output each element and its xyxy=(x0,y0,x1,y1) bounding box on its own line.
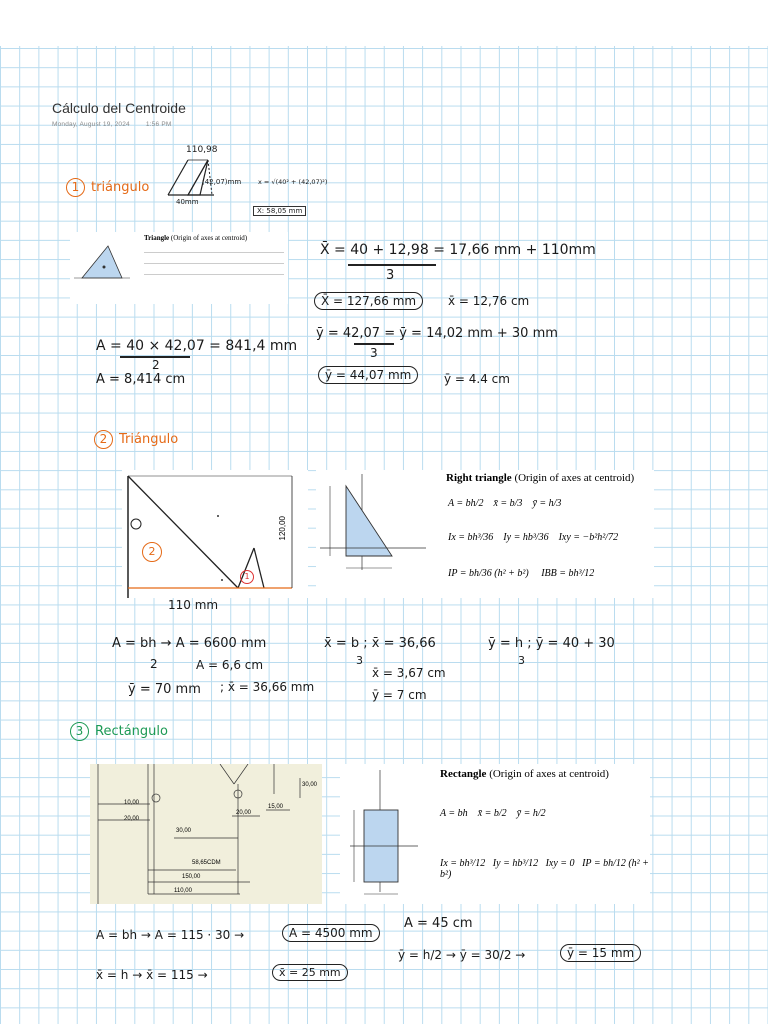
rectangle-formula-card xyxy=(340,764,650,904)
triangle-table-formulas xyxy=(144,246,284,300)
drawing-width: 110 mm xyxy=(168,598,219,612)
section-3-drawing xyxy=(90,764,322,904)
dim-6: 30,00 xyxy=(302,782,318,788)
drawing-label-2: 2 xyxy=(142,542,162,562)
s3-ybar-result: ȳ = 15 mm xyxy=(560,944,641,962)
s1-xbar-result: X̄ = 127,66 mm xyxy=(314,292,423,310)
section-2-drawing xyxy=(122,470,308,598)
rt-f-ix: Ix = bh³/36 xyxy=(448,532,494,543)
s1-ybar-line: ȳ = 42,07 = ȳ = 14,02 mm + 30 mm xyxy=(316,326,558,341)
right-triangle-diagram xyxy=(316,470,436,590)
s2-xbar-line: x̄ = b ; x̄ = 36,66 xyxy=(324,636,436,651)
rt-f-area: A = bh/2 xyxy=(448,498,484,509)
s2-area-line: A = bh → A = 6600 mm xyxy=(112,636,267,651)
rectangle-origin: (Origin of axes at centroid) xyxy=(489,768,609,780)
rt-f-ixy: Ixy = −b²h²/72 xyxy=(558,532,619,543)
s1-xbar-fraction-bar xyxy=(348,264,436,266)
rect-f-ip: IP = bh/12 (h² + b²) xyxy=(440,858,649,880)
s2-area-denominator: 2 xyxy=(150,657,158,671)
rect-f-x: x̄ = b/2 xyxy=(477,808,507,819)
right-triangle-title: Right triangle xyxy=(446,472,512,484)
s2-xbar-mm: ; x̄ = 36,66 mm xyxy=(220,680,315,694)
s1-xbar-cm: x̄ = 12,76 cm xyxy=(448,294,530,308)
s3-area-cm: A = 45 cm xyxy=(404,916,473,931)
s2-ybar-denominator: 3 xyxy=(518,654,525,667)
page-time: 1:56 PM xyxy=(145,121,172,128)
s2-area-cm: A = 6,6 cm xyxy=(196,658,264,672)
s2-ybar-cm: ȳ = 7 cm xyxy=(372,688,427,702)
page-date: Monday, August 19, 2024 xyxy=(52,121,130,128)
sketch-side-value: (42,07)mm xyxy=(202,178,242,186)
rect-f-ix: Ix = bh³/12 xyxy=(440,858,486,869)
s3-area-line: A = bh → A = 115 · 30 → xyxy=(96,928,245,942)
sketch-result: X: 58,05 mm xyxy=(253,206,306,216)
section-1-label: triángulo xyxy=(91,180,150,195)
s1-xbar-denominator: 3 xyxy=(386,268,395,283)
dim-5: 15,00 xyxy=(268,804,284,810)
rect-f-y: ȳ = h/2 xyxy=(516,808,546,819)
sketch-formula: x = √(40² + (42,07)²) xyxy=(258,178,328,186)
rect-f-area: A = bh xyxy=(440,808,468,819)
rectangle-cad-drawing xyxy=(90,764,322,904)
rt-f-ip: IP = bh/36 (h² + b²) xyxy=(448,568,529,579)
rt-f-ibb: IBB = bh³/12 xyxy=(541,568,595,579)
s1-area-cm: A = 8,414 cm xyxy=(96,372,186,387)
rt-f-x: x̄ = b/3 xyxy=(493,498,523,509)
right-triangle-formula-card xyxy=(316,470,654,598)
s3-xbar-result: x̄ = 25 mm xyxy=(272,964,348,981)
s1-ybar-fraction-bar xyxy=(354,343,394,345)
page-timestamp xyxy=(52,121,185,128)
dim-8: 150,00 xyxy=(182,874,201,880)
dim-7: 58,65CDM xyxy=(192,860,221,866)
s3-ybar-line: ȳ = h/2 → ȳ = 30/2 → xyxy=(398,948,526,962)
s1-area-line: A = 40 × 42,07 = 841,4 mm xyxy=(96,338,298,354)
triangle-table-title: Triangle xyxy=(144,234,170,242)
page-header-area xyxy=(0,0,768,46)
rt-f-iy: Iy = hb³/36 xyxy=(503,532,549,543)
dim-3: 30,00 xyxy=(176,828,192,834)
rect-f-iy: Iy = hb³/12 xyxy=(492,858,539,869)
triangle-diagram xyxy=(72,238,132,286)
s1-ybar-denominator: 3 xyxy=(370,346,378,360)
sketch-base-value: 40mm xyxy=(176,198,199,206)
page-title: Cálculo del Centroide xyxy=(52,100,186,116)
section-1-number: 1 xyxy=(66,178,85,197)
section-3-number: 3 xyxy=(70,722,89,741)
triangle-formula-card xyxy=(70,232,288,304)
drawing-label-1: 1 xyxy=(240,570,254,584)
s2-ybar-mm: ȳ = 70 mm xyxy=(128,682,201,697)
dim-2: 20,00 xyxy=(124,816,140,822)
s3-area-result: A = 4500 mm xyxy=(282,924,380,942)
dim-1: 10,00 xyxy=(124,800,140,806)
dim-4: 20,00 xyxy=(236,810,252,816)
right-triangle-origin: (Origin of axes at centroid) xyxy=(514,472,635,484)
s2-ybar-line: ȳ = h ; ȳ = 40 + 30 xyxy=(488,636,615,651)
drawing-height: 120,00 xyxy=(278,516,287,541)
triangle-table-origin: (Origin of axes at centroid) xyxy=(170,234,248,242)
s3-xbar-line: x̄ = h → x̄ = 115 → xyxy=(96,968,208,982)
section-3-heading xyxy=(70,722,168,741)
section-3-label: Rectángulo xyxy=(95,724,168,739)
section-2-label: Triángulo xyxy=(119,432,179,447)
rt-f-y: ȳ = h/3 xyxy=(532,498,562,509)
sketch-top-value: 110,98 xyxy=(186,145,218,155)
s1-xbar-line: X̄ = 40 + 12,98 = 17,66 mm + 110mm xyxy=(320,242,596,258)
dim-9: 110,00 xyxy=(174,888,192,894)
rect-f-ixy: Ixy = 0 xyxy=(545,858,575,869)
section-1-heading xyxy=(66,178,149,197)
rectangle-title: Rectangle xyxy=(440,768,487,780)
rectangle-diagram xyxy=(340,764,440,902)
s1-ybar-cm: ȳ = 4.4 cm xyxy=(444,372,510,386)
section-2-number: 2 xyxy=(94,430,113,449)
section-2-heading xyxy=(94,430,178,449)
s1-ybar-result: ȳ = 44,07 mm xyxy=(318,366,418,384)
s1-area-denominator: 2 xyxy=(152,358,160,372)
s2-xbar-cm: x̄ = 3,67 cm xyxy=(372,666,446,680)
s2-xbar-denominator: 3 xyxy=(356,654,363,667)
